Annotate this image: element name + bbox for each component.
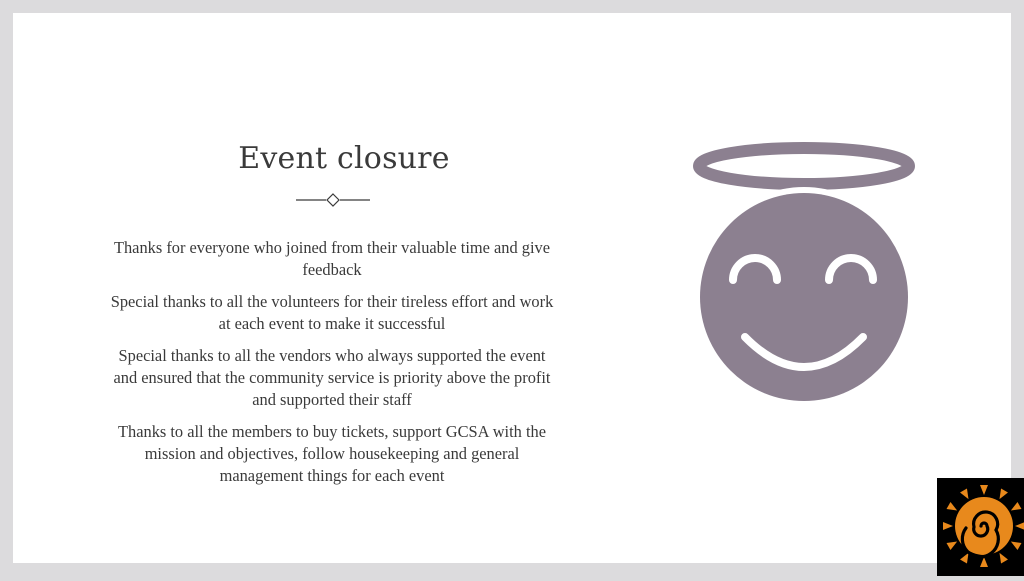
- slide: [13, 13, 1011, 563]
- paragraph-thanks-members: Thanks to all the members to buy tickets, support GCSA with the mission and objectives, follow housekeeping and general management things for each event: [118, 422, 546, 485]
- spiral-sun-logo: [937, 478, 1024, 576]
- paragraph-thanks-attendees: Thanks for everyone who joined from their valuable time and give feedback: [113, 238, 551, 279]
- smiling-face-with-halo-icon: [679, 132, 931, 417]
- paragraph-thanks-vendors: Special thanks to all the vendors who always supported the event and ensured that the community service is priority above the profit and supported their staff: [113, 346, 551, 409]
- diamond-divider-icon: [296, 193, 370, 207]
- body-text: [110, 237, 554, 497]
- slide-title: Event closure: [238, 141, 450, 176]
- paragraph-thanks-volunteers: Special thanks to all the volunteers for their tireless effort and work at each event to make it successful: [110, 292, 554, 333]
